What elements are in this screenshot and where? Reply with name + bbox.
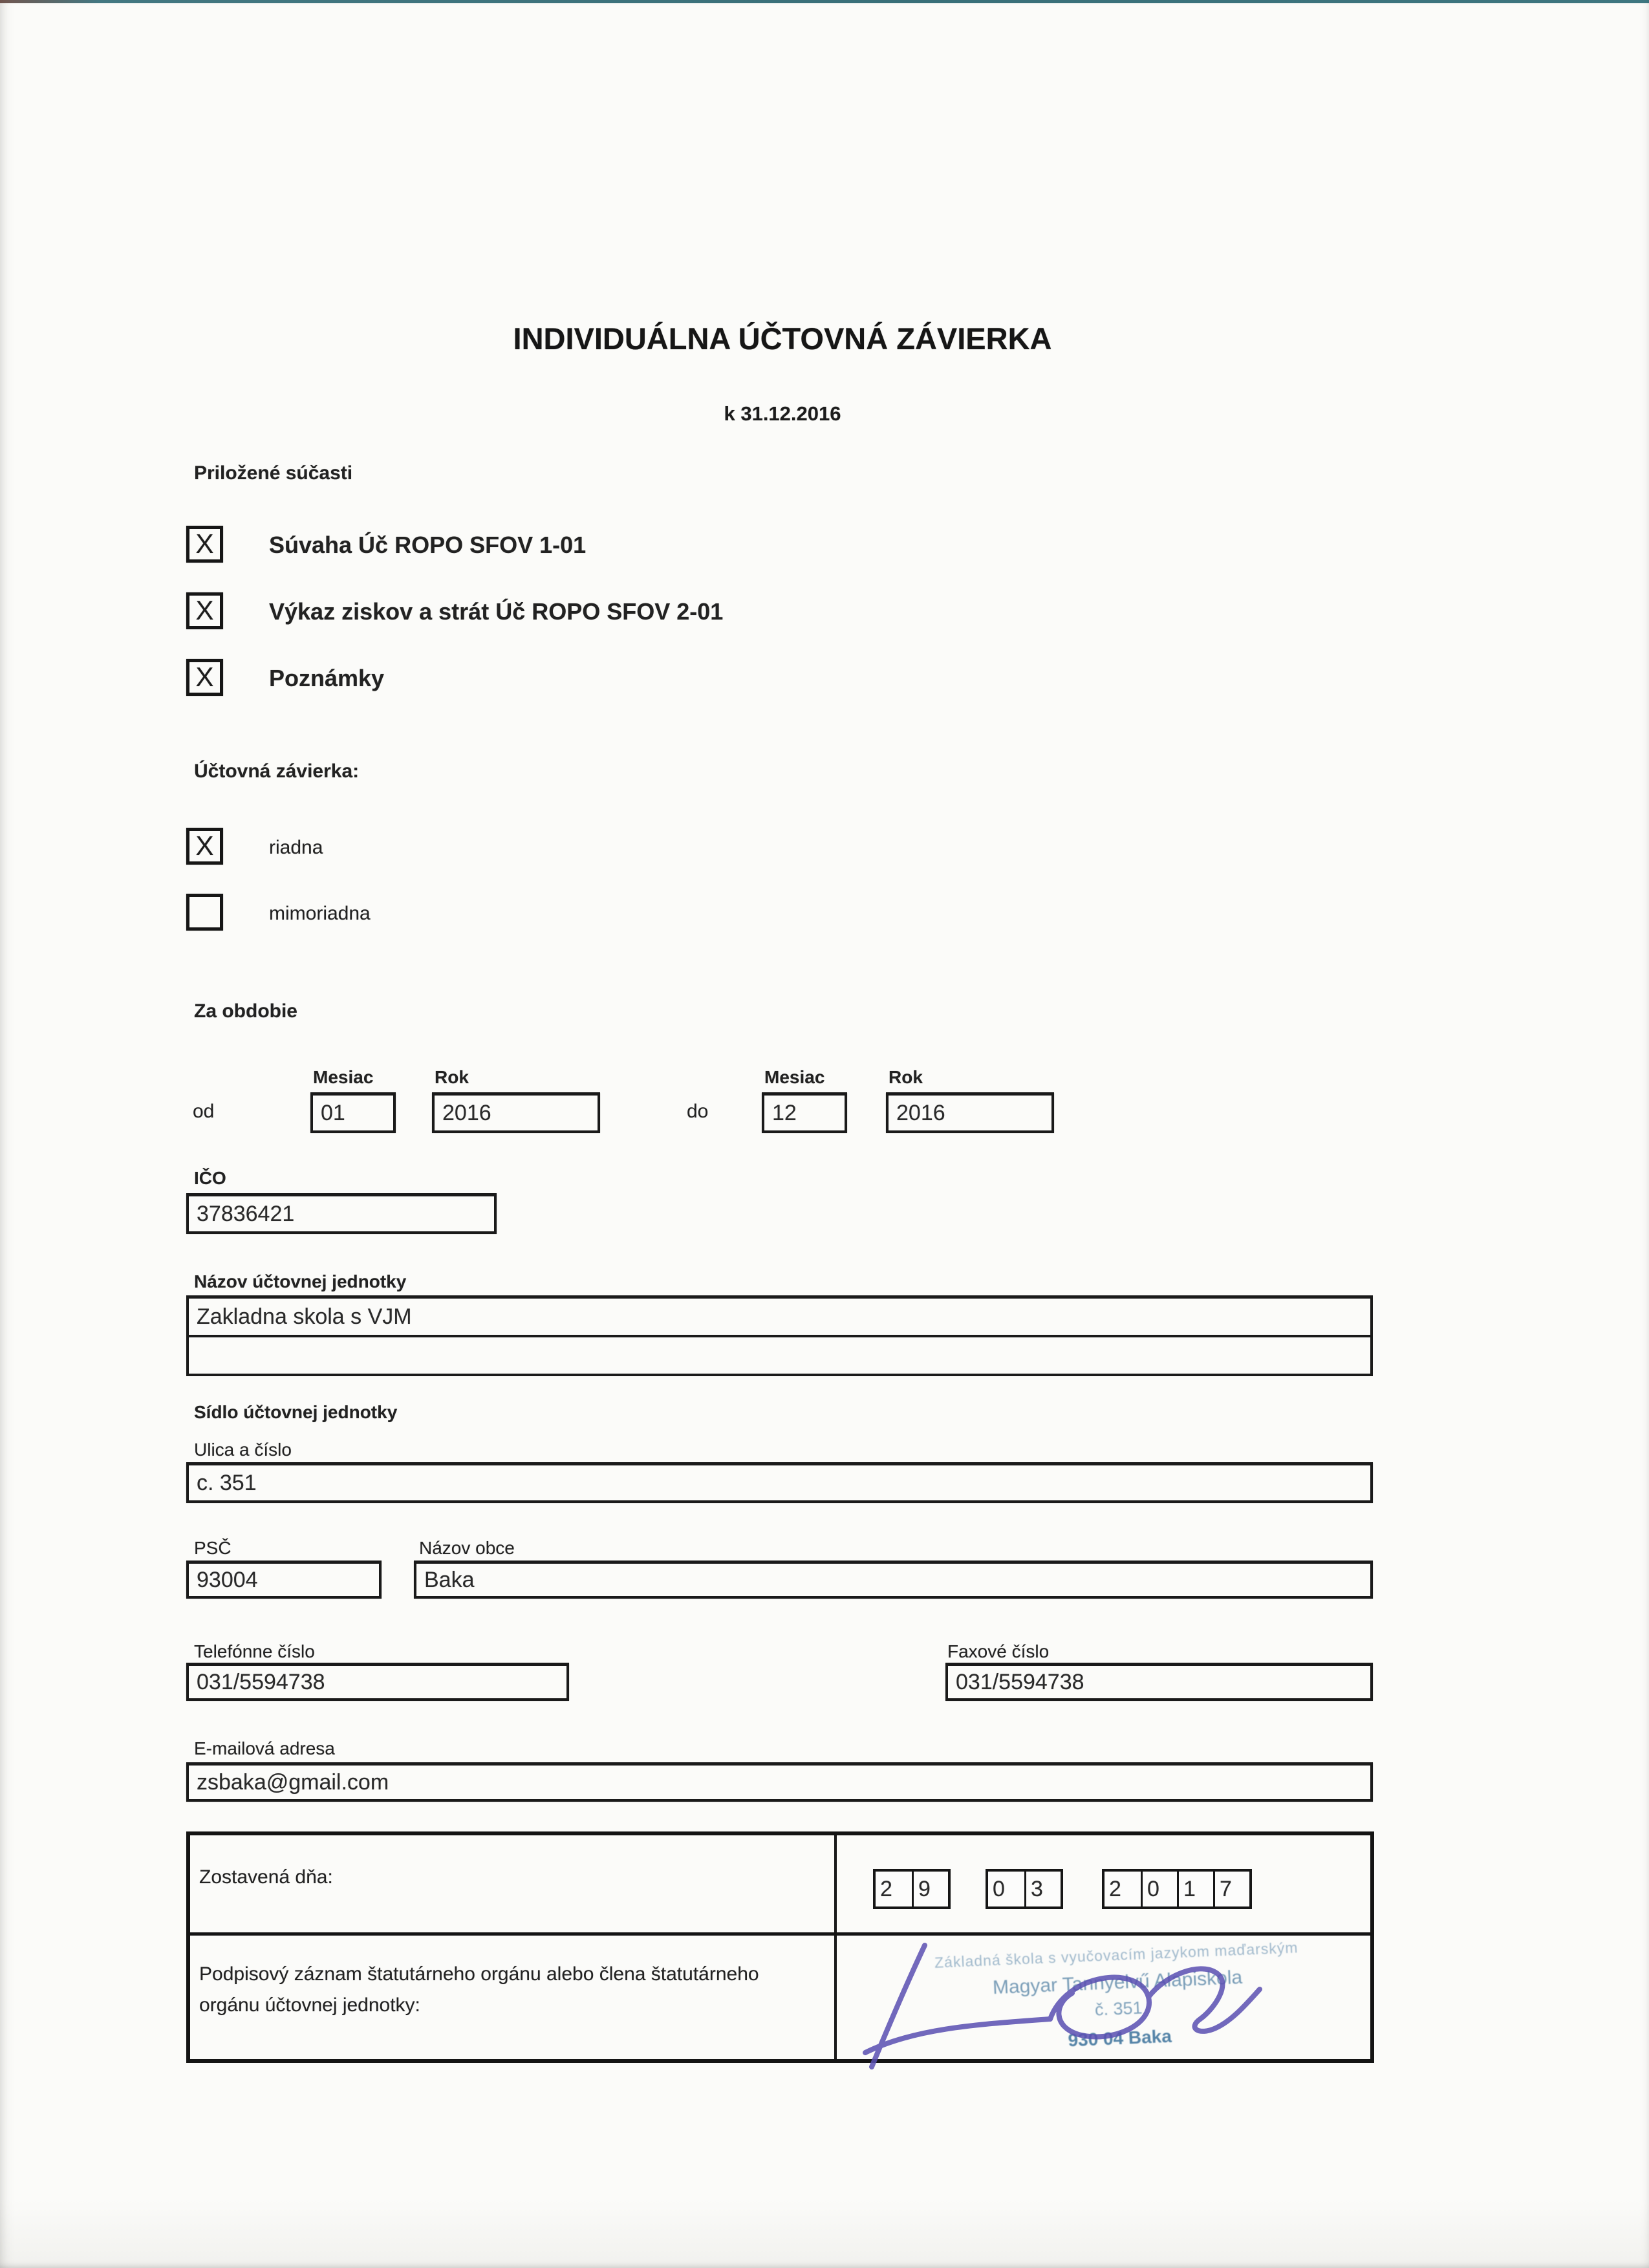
checkbox-poznamky (186, 659, 223, 696)
statement-type-heading: Účtovná závierka: (194, 761, 360, 782)
town-label: Názov obce (419, 1538, 515, 1558)
ico-label: IČO (194, 1168, 226, 1188)
from-month-field (310, 1093, 396, 1133)
to-month-value: 12 (772, 1100, 797, 1125)
date-digit-cell: 9 (912, 1872, 948, 1906)
compiled-date-label: Zostavená dňa: (199, 1866, 333, 1888)
date-digit-cell: 2 (880, 1876, 892, 1901)
date-digit-cell: 0 (1141, 1872, 1177, 1906)
checkbox-checked-mark: X (195, 594, 214, 625)
from-label: od (193, 1101, 215, 1122)
from-year-value: 2016 (442, 1100, 491, 1125)
checkbox-checked-mark: X (195, 528, 214, 559)
stamp-line-street: č. 351 (1094, 1998, 1143, 2020)
phone-label: Telefónne číslo (194, 1641, 315, 1661)
fax-label: Faxové číslo (947, 1641, 1050, 1661)
attachment-row (186, 659, 223, 696)
year-label-to: Rok (889, 1067, 923, 1087)
to-label: do (687, 1101, 709, 1122)
stamp-line-school-name-hu: Magyar Tannyelvű Alapiskola (992, 1966, 1243, 1999)
date-digit-cell: 2 (1109, 1876, 1121, 1901)
address-heading: Sídlo účtovnej jednotky (194, 1402, 398, 1422)
compiled-date-year (1102, 1869, 1252, 1909)
to-year-field (886, 1093, 1054, 1133)
date-digit-cell: 1 (1177, 1872, 1213, 1906)
email-value: zsbaka@gmail.com (197, 1769, 389, 1795)
attachment-row (186, 526, 223, 563)
ico-field (186, 1194, 497, 1234)
checkbox-checked-mark: X (195, 830, 214, 861)
street-field (186, 1463, 1373, 1503)
date-digit-cell: 3 (1024, 1872, 1061, 1906)
footer-table-vertical-divider (834, 1835, 837, 2059)
period-heading: Za obdobie (194, 1000, 297, 1022)
email-label: E-mailová adresa (194, 1738, 335, 1758)
street-label: Ulica a číslo (194, 1440, 292, 1460)
checkbox-riadna (186, 828, 223, 865)
from-month-value: 01 (321, 1100, 345, 1125)
to-year-value: 2016 (896, 1100, 945, 1125)
year-label-from: Rok (435, 1067, 469, 1087)
compiled-date-day (873, 1869, 951, 1909)
option-label-riadna: riadna (269, 837, 323, 858)
month-label-from: Mesiac (313, 1067, 374, 1087)
scan-top-edge-artifact (0, 0, 1649, 3)
entity-name-label: Názov účtovnej jednotky (194, 1271, 407, 1291)
phone-value: 031/5594738 (197, 1669, 325, 1694)
date-digit-cell: 7 (1213, 1872, 1249, 1906)
entity-name-row2 (189, 1337, 1370, 1374)
zip-field (186, 1561, 382, 1599)
checkbox-suvaha (186, 526, 223, 563)
month-label-to: Mesiac (764, 1067, 825, 1087)
to-month-field (762, 1093, 847, 1133)
from-year-field (432, 1093, 600, 1133)
footer-table (186, 1831, 1374, 2063)
form-title: INDIVIDUÁLNA ÚČTOVNÁ ZÁVIERKA (513, 321, 1052, 356)
signature-label-line2: orgánu účtovnej jednotky: (199, 1994, 420, 2016)
phone-field (186, 1663, 569, 1701)
stamp-line-school-name-sk: Základná škola s vyučovacím jazykom maďarským (934, 1939, 1299, 1971)
date-digit-cell: 0 (993, 1876, 1005, 1901)
signature-label-line1: Podpisový záznam štatutárneho orgánu alebo člena štatutárneho (199, 1963, 759, 1985)
entity-name-field (186, 1296, 1373, 1376)
fax-value: 031/5594738 (956, 1669, 1084, 1694)
statement-option-row (186, 828, 223, 865)
form-subtitle: k 31.12.2016 (724, 402, 841, 425)
email-field (186, 1763, 1373, 1802)
entity-name-row1 (189, 1299, 1370, 1337)
attachment-row (186, 592, 223, 629)
zip-value: 93004 (197, 1567, 258, 1592)
zip-label: PSČ (194, 1538, 232, 1558)
attachment-label-vykaz: Výkaz ziskov a strát Úč ROPO SFOV 2-01 (269, 598, 724, 625)
handwritten-signature (863, 1932, 1289, 2075)
entity-name-value: Zakladna skola s VJM (197, 1304, 412, 1329)
attachment-label-suvaha: Súvaha Úč ROPO SFOV 1-01 (269, 532, 587, 558)
town-field (414, 1561, 1373, 1599)
stamp-line-town: 930 04 Baka (1067, 2025, 1172, 2051)
fax-field (945, 1663, 1373, 1701)
checkbox-vykaz (186, 592, 223, 629)
street-value: c. 351 (197, 1470, 257, 1495)
statement-option-row (186, 894, 223, 931)
option-label-mimoriadna: mimoriadna (269, 903, 371, 924)
attachment-label-poznamky: Poznámky (269, 665, 385, 691)
compiled-date-month (986, 1869, 1063, 1909)
checkbox-checked-mark: X (195, 661, 214, 692)
attachments-heading: Priložené súčasti (194, 462, 353, 484)
town-value: Baka (424, 1567, 475, 1592)
ico-value: 37836421 (197, 1201, 295, 1226)
checkbox-mimoriadna (186, 894, 223, 931)
